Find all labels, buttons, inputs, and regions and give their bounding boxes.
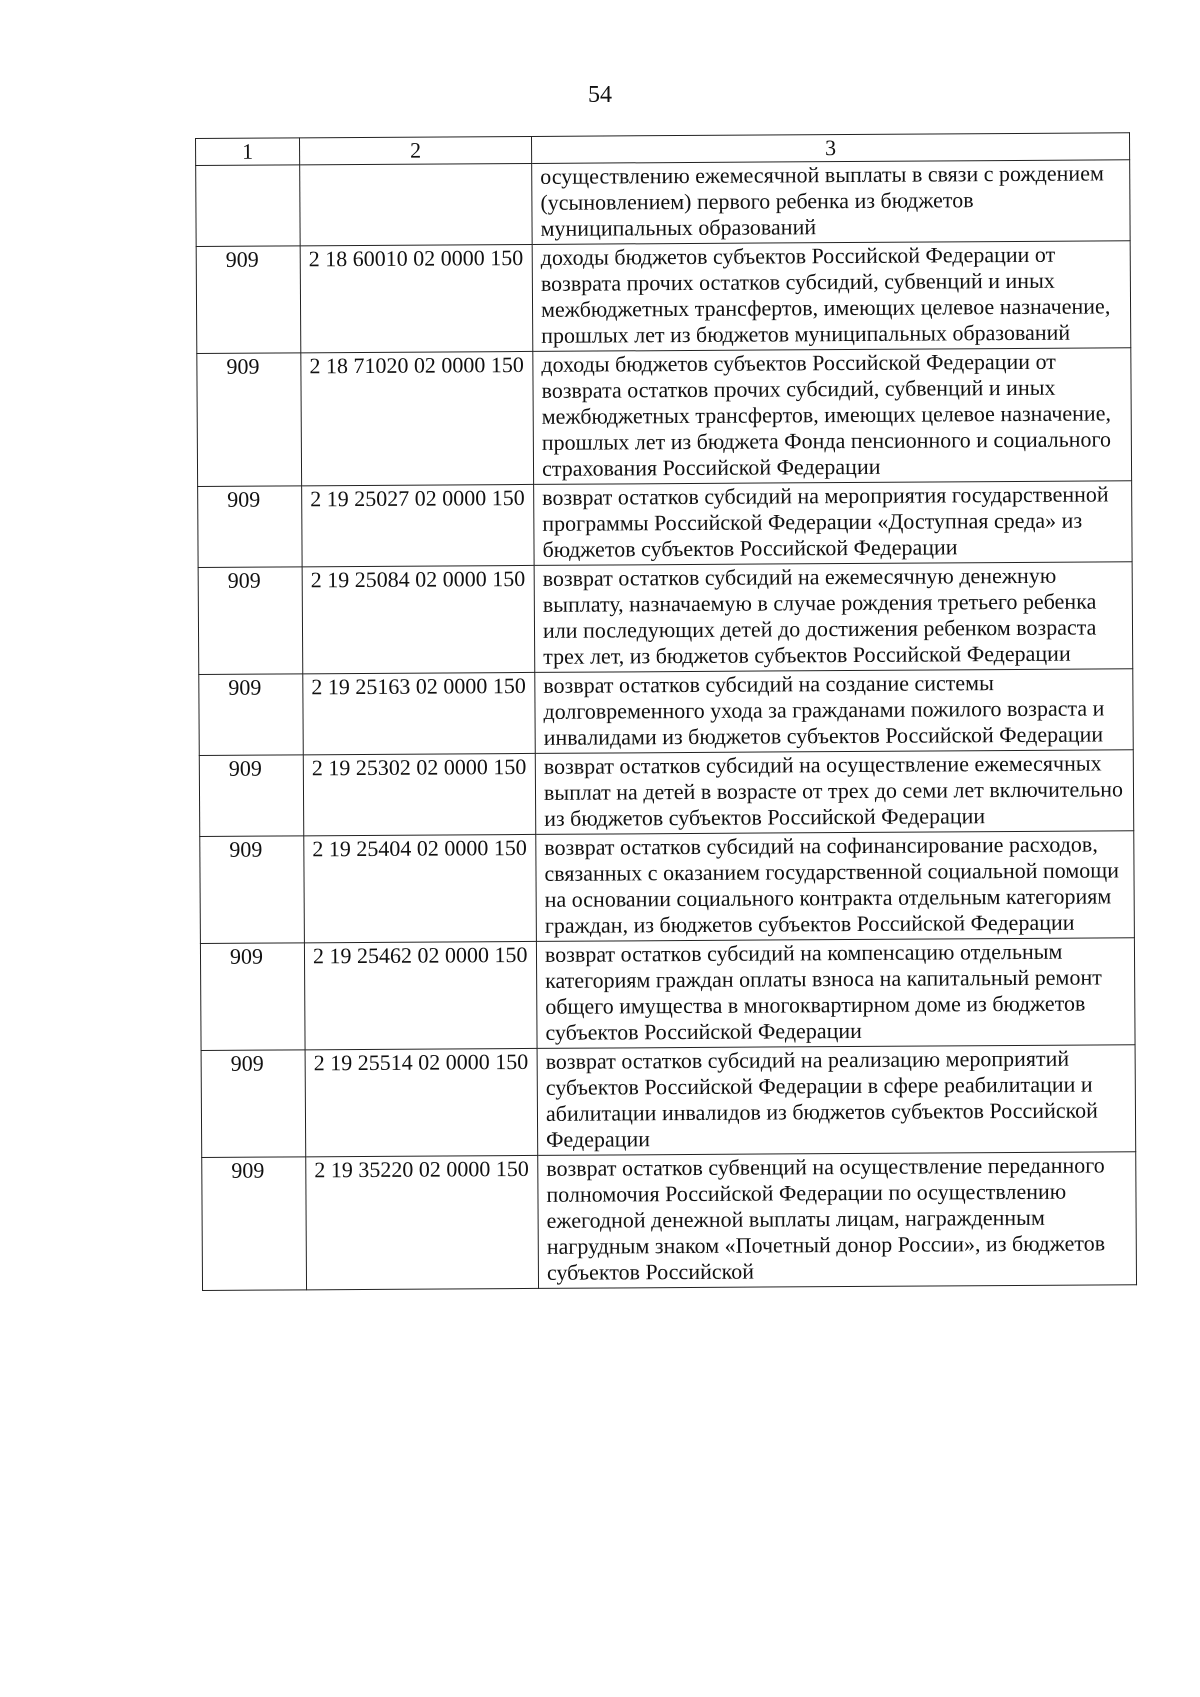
admin-code-cell: 909 xyxy=(196,246,301,354)
budget-code-cell xyxy=(300,163,532,245)
table-row xyxy=(199,750,1133,837)
table-row xyxy=(200,938,1135,1051)
admin-code-cell: 909 xyxy=(198,486,302,568)
table-row xyxy=(198,481,1132,568)
table-row xyxy=(200,831,1135,944)
budget-code-cell: 2 19 25462 02 0000 150 xyxy=(304,941,537,1049)
description-cell: доходы бюджетов субъектов Российской Федерации от возврата прочих остатков субсидий, субвенций и иных межбюджетных трансфертов, имеющих целевое назначение, прошлых лет из бюджетов муниципальных образований xyxy=(532,241,1131,352)
budget-code-cell: 2 19 25514 02 0000 150 xyxy=(305,1048,538,1156)
budget-code-cell: 2 19 25163 02 0000 150 xyxy=(303,672,535,754)
table-row xyxy=(196,241,1131,354)
revenue-codes-table xyxy=(195,132,1137,1291)
admin-code-cell: 909 xyxy=(199,674,303,756)
description-cell: возврат остатков субсидий на мероприятия государственной программы Российской Федерации «Доступная среда» из бюджетов субъектов Российской Федерации xyxy=(534,481,1132,566)
table-row xyxy=(197,348,1132,487)
description-cell: возврат остатков субсидий на ежемесячную денежную выплату, назначаемую в случае рождения третьего ребенка или последующих детей до достижения ребенком возраста трех лет, из бюджетов субъектов Российской Федерации xyxy=(534,562,1133,673)
table-body xyxy=(196,160,1137,1291)
budget-code-cell: 2 19 25084 02 0000 150 xyxy=(302,565,535,673)
budget-code-cell: 2 19 25027 02 0000 150 xyxy=(302,484,534,566)
description-cell: возврат остатков субсидий на реализацию мероприятий субъектов Российской Федерации в сфере реабилитации и абилитации инвалидов из бюджетов субъектов Российской Федерации xyxy=(537,1045,1136,1156)
table-row xyxy=(196,160,1130,247)
budget-code-cell: 2 19 25404 02 0000 150 xyxy=(304,834,537,942)
description-cell: возврат остатков субсидий на софинансирование расходов, связанных с оказанием государственной социальной помощи на основании социального контракта отдельным категориям граждан, из бюджетов субъектов Российской Федерации xyxy=(536,831,1135,942)
admin-code-cell: 909 xyxy=(200,836,305,944)
table-row xyxy=(198,562,1133,675)
admin-code-cell: 909 xyxy=(200,943,305,1051)
description-cell: осуществлению ежемесячной выплаты в связи с рождением (усыновлением) первого ребенка из бюджетов муниципальных образований xyxy=(532,160,1130,245)
page-number: 54 xyxy=(588,82,612,108)
column-header-description: 3 xyxy=(531,133,1129,164)
description-cell: возврат остатков субвенций на осуществление переданного полномочия Российской Федерации по осуществлению ежегодной денежной выплаты лицам, награжденным нагрудным знаком «Почетный донор России», из бюджетов субъектов Российской xyxy=(538,1152,1137,1289)
admin-code-cell: 909 xyxy=(202,1157,307,1291)
budget-code-cell: 2 18 60010 02 0000 150 xyxy=(300,244,533,352)
description-cell: возврат остатков субсидий на осуществление ежемесячных выплат на детей в возрасте от трех до семи лет включительно из бюджетов субъектов Российской Федерации xyxy=(535,750,1133,835)
admin-code-cell: 909 xyxy=(199,755,303,837)
admin-code-cell: 909 xyxy=(201,1050,306,1158)
description-cell: возврат остатков субсидий на компенсацию отдельным категориям граждан оплаты взноса на капитальный ремонт общего имущества в многоквартирном доме из бюджетов субъектов Российской Федерации xyxy=(536,938,1135,1049)
admin-code-cell xyxy=(196,165,300,247)
budget-code-cell: 2 19 25302 02 0000 150 xyxy=(303,753,535,835)
budget-code-cell: 2 19 35220 02 0000 150 xyxy=(306,1155,539,1289)
description-cell: доходы бюджетов субъектов Российской Федерации от возврата остатков прочих субсидий, субвенций и иных межбюджетных трансфертов, имеющих целевое назначение, прошлых лет из бюджета Фонда пенсионного и социального страхования Российской Федерации xyxy=(533,348,1132,485)
admin-code-cell: 909 xyxy=(198,567,303,675)
column-header-code: 2 xyxy=(300,136,532,164)
description-cell: возврат остатков субсидий на создание системы долговременного ухода за гражданами пожилого возраста и инвалидами из бюджетов субъектов Российской Федерации xyxy=(535,669,1133,754)
column-header-admin: 1 xyxy=(196,138,300,166)
table-row xyxy=(202,1152,1137,1291)
table-row xyxy=(199,669,1133,756)
table-row xyxy=(201,1045,1136,1158)
budget-code-cell: 2 18 71020 02 0000 150 xyxy=(301,351,534,485)
admin-code-cell: 909 xyxy=(197,353,302,487)
